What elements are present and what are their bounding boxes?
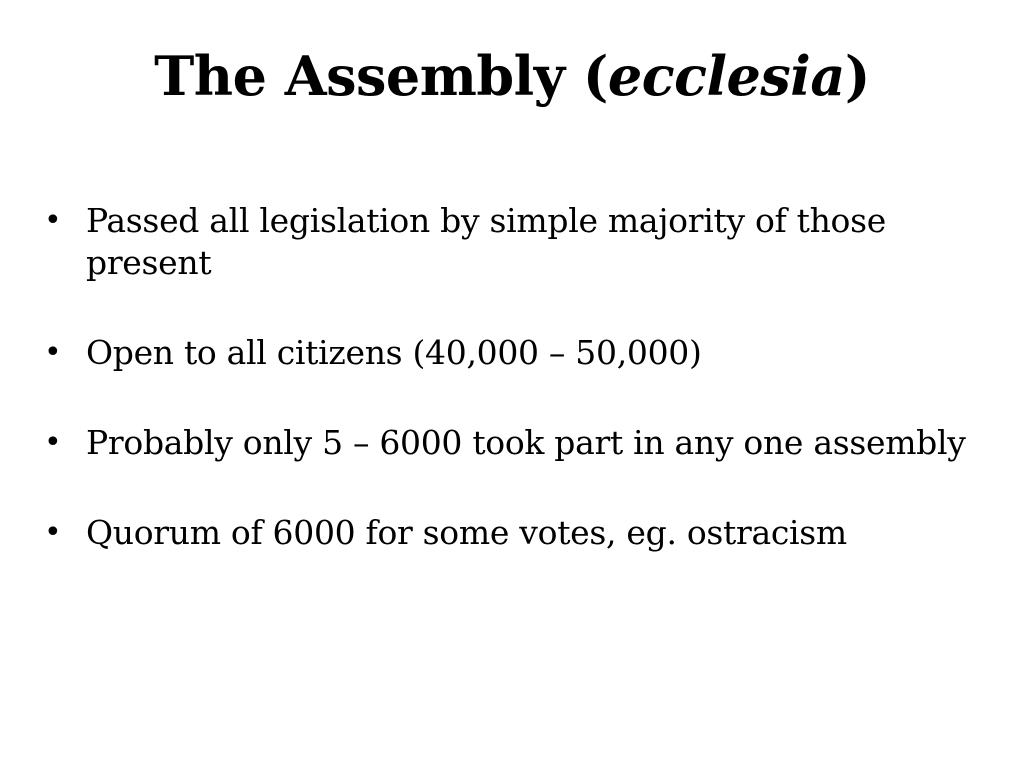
bullet-text: Quorum of 6000 for some votes, eg. ostracism	[86, 513, 847, 552]
bullet-text: Probably only 5 – 6000 took part in any one assembly	[86, 423, 966, 462]
bullet-item	[44, 200, 994, 284]
bullet-dot-icon: •	[44, 203, 62, 238]
bullet-dot-icon: •	[44, 515, 62, 550]
slide-title	[0, 38, 1024, 114]
bullet-text: Open to all citizens (40,000 – 50,000)	[86, 333, 702, 372]
bullet-list	[44, 200, 994, 554]
bullet-dot-icon: •	[44, 425, 62, 460]
bullet-item	[44, 512, 994, 554]
title-italic-term: ecclesia	[607, 44, 845, 108]
bullet-item	[44, 332, 994, 374]
bullet-item	[44, 422, 994, 464]
bullet-text: Passed all legislation by simple majority of those present	[86, 201, 886, 282]
bullet-dot-icon: •	[44, 335, 62, 370]
title-end: )	[844, 44, 870, 108]
title-main: The Assembly (	[154, 44, 608, 108]
